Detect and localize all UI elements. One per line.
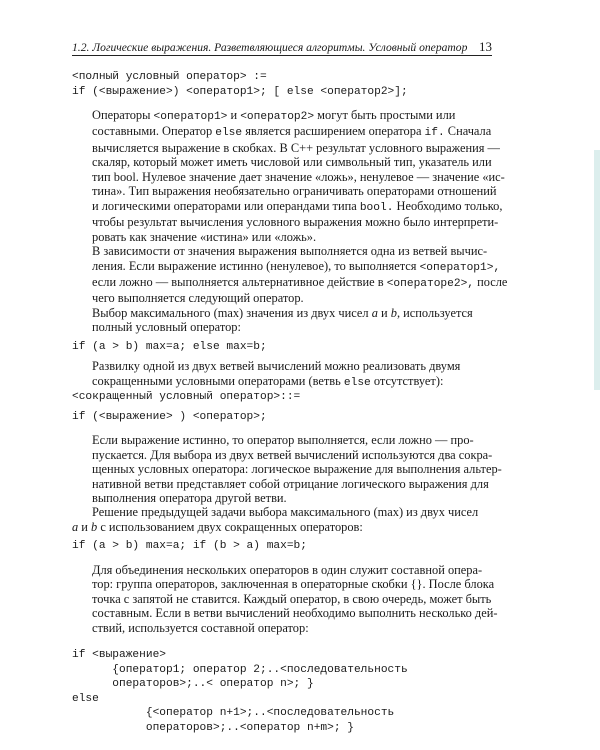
paragraph-max-short-intro [72,505,492,534]
text-line: В зависимости от значения выражения выполняется одна из ветвей вычис- [92,244,488,259]
text-line: и логическими операторами или операндами типа bool. Необходимо только, [92,198,503,214]
paragraph-branch-selection [72,244,508,306]
text-line: составными. Оператор else является расширением оператора if. Сначала [92,124,492,140]
code-short-if-form: if (<выражение> ) <оператор>; [72,410,267,423]
text-line: чтобы результат вычисления условного выражения можно было интерпрети- [92,215,499,230]
text-line: если ложно — выполняется альтернативное действие в <операторе2>, после [92,274,508,290]
text-line: точка с запятой не ставится. Каждый оператор, в свою очередь, может быть [92,591,492,606]
book-page [72,39,508,735]
text-line: Если выражение истинно, то оператор выполняется, если ложно — про- [92,433,474,448]
running-header-title: 1.2. Логические выражения. Разветвляющиеся алгоритмы. Условный оператор [72,41,468,54]
code-short-if-syntax: <сокращенный условный оператор>::= [72,391,301,404]
text-line: Операторы <оператор1> и <оператор2> могут быть простыми или [92,108,456,123]
paragraph-compound-operator [72,562,498,635]
text-line: a и b с использованием двух сокращенных операторов: [72,519,363,534]
text-line: Решение предыдущей задачи выбора максимального (max) из двух чисел [92,505,479,520]
paragraph-max-example-intro [72,306,492,335]
text-line: щенных условных оператора: логическое выражение для выполнения альтер- [92,462,502,477]
text-line: тор: группа операторов, заключенная в операторные скобки {}. После блока [92,577,495,592]
text-line: составным. Если в ветви вычислений необходимо выполнить несколько дей- [92,606,498,621]
code-full-if-syntax [72,70,492,99]
text-line: ления. Если выражение истинно (ненулевое), то выполняется <оператор1>, [92,258,501,274]
code-max-short-if: if (a > b) max=a; if (b > a) max=b; [72,540,307,553]
text-line: вычисляется выражение в скобках. В C++ результат условного выражения — [92,140,500,155]
text-line: ровать как значение «истина» или «ложь». [92,229,317,244]
text-line: нативной ветви представляет собой отрицание логического выражения для [92,476,489,491]
text-line: тип bool. Нулевое значение дает значение «ложь», ненулевое — значение «ис- [92,169,505,184]
page-body [72,70,508,735]
text-line: скаляр, который может иметь числовой или символьный тип, указатель или [92,155,492,170]
text-line: полный условный оператор: [92,320,241,335]
text-line: пускается. Для выбора из двух ветвей вычислений используются два сокра- [92,447,493,462]
code-line: if (<выражение>) <оператор1>; [ else <оператор2>]; [72,85,408,98]
page-number: 13 [479,39,492,54]
code-max-full-if: if (a > b) max=a; else max=b; [72,340,267,353]
running-header [72,40,492,56]
paragraph-short-if-explanation [72,433,502,506]
text-line: Выбор максимального (max) значения из двух чисел a и b, используется [92,305,473,320]
paragraph-operators-intro [72,108,505,244]
text-line: чего выполняется следующий оператор. [92,291,304,306]
page-edge-tint [594,150,600,390]
text-line: Для объединения нескольких операторов в один служит составной опера- [92,562,483,577]
paragraph-short-if-intro [72,359,492,390]
code-line: <полный условный оператор> := [72,71,267,83]
text-line: Развилку одной из двух ветвей вычислений можно реализовать двумя [92,359,461,374]
text-line: тина». Тип выражения необязательно ограничивать операторами отношений [92,184,497,199]
text-line: сокращенными условными операторами (ветвь else отсутствует): [92,373,444,389]
text-line: ствий, используется составной оператор: [92,620,309,635]
text-line: выполнения оператора другой ветви. [92,491,287,506]
code-compound-if-else: if <выражение> {оператор1; оператор 2;..<последовательность операторов>;..< оператор n>; } else {<оператор n+1>;..<последовательность операторов>;..<оператор n+m>; } [72,649,408,734]
